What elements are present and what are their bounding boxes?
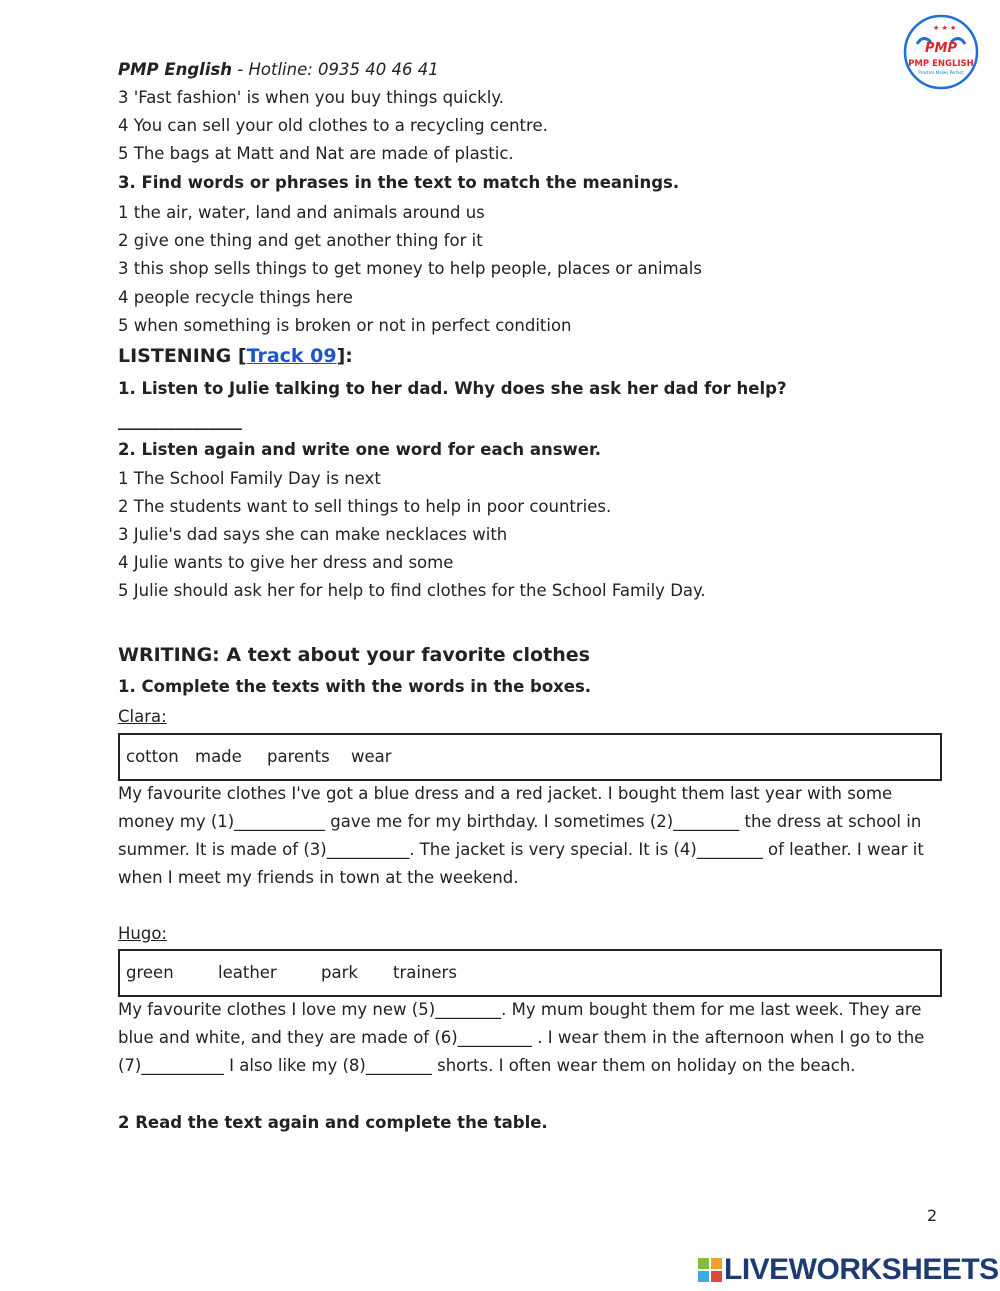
reading-item: 4 You can sell your old clothes to a recycling centre. <box>118 116 548 135</box>
clara-label: Clara: <box>118 707 167 726</box>
brand-name: PMP English <box>118 60 233 79</box>
word-box-item: park <box>321 963 358 982</box>
listening-item: 3 Julie's dad says she can make necklaces with <box>118 525 508 544</box>
clara-text: My favourite clothes I've got a blue dress and a red jacket. I bought them last year with some money my (1)___________ gave me for my birthday. I sometimes (2)________ the dress at school in summer. It is made of (3)__________. The jacket is very special. It is (4)________ of leather. I wear it when I meet my friends in town at the weekend. <box>118 784 924 887</box>
hugo-text: My favourite clothes I love my new (5)________. My mum bought them for me last week. They are blue and white, and they are made of (6)_________ . I wear them in the afternoon when I go to the (7)__________ I also like my (8)________ shorts. I often wear them on holiday on the beach. <box>118 1000 925 1075</box>
word-box-item: wear <box>351 747 392 766</box>
answer-blank[interactable]: _______________ <box>118 411 242 430</box>
logo-tagline: Practice Makes Perfect <box>918 70 964 75</box>
writing-exercise-2: 2 Read the text again and complete the table. <box>118 1113 548 1132</box>
exercise-3-title: 3. Find words or phrases in the text to match the meanings. <box>118 173 680 192</box>
listening-exercise-2: 2. Listen again and write one word for each answer. <box>118 440 602 459</box>
word-box-item: trainers <box>393 963 457 982</box>
word-box-item: green <box>126 963 174 982</box>
liveworksheets-brand: LIVEWORKSHEETS <box>724 1253 999 1286</box>
listening-title-suffix: ]: <box>336 345 353 367</box>
listening-exercise-1: 1. Listen to Julie talking to her dad. Why does she ask her dad for help? <box>118 379 787 398</box>
listening-item: 1 The School Family Day is next <box>118 469 381 488</box>
hotline: - Hotline: 0935 40 46 41 <box>232 60 439 79</box>
word-box-item: parents <box>267 747 330 766</box>
clara-word-box <box>118 733 942 781</box>
exercise-3-item: 3 this shop sells things to get money to help people, places or animals <box>118 259 702 278</box>
exercise-3-item: 5 when something is broken or not in perfect condition <box>118 316 572 335</box>
word-box-item: leather <box>218 963 277 982</box>
svg-text:★ ★ ★: ★ ★ ★ <box>933 24 957 32</box>
exercise-3-item: 2 give one thing and get another thing for it <box>118 231 483 250</box>
pmp-english-logo <box>903 14 979 90</box>
page-number: 2 <box>927 1206 938 1225</box>
listening-item: 4 Julie wants to give her dress and some <box>118 553 454 572</box>
track-09-link[interactable]: Track 09 <box>246 345 337 367</box>
listening-title <box>118 345 353 367</box>
liveworksheets-logo[interactable] <box>698 1253 999 1287</box>
writing-title: WRITING: A text about your favorite clothes <box>118 644 590 666</box>
exercise-3-item: 1 the air, water, land and animals around us <box>118 203 485 222</box>
listening-item: 5 Julie should ask her for help to find clothes for the School Family Day. <box>118 581 706 600</box>
logo-text: PMP ENGLISH <box>908 59 974 69</box>
listening-title-text: LISTENING [ <box>118 345 247 367</box>
word-box-item: made <box>195 747 242 766</box>
logo-mark: PMP <box>925 41 957 56</box>
reading-item: 5 The bags at Matt and Nat are made of plastic. <box>118 144 514 163</box>
listening-item: 2 The students want to sell things to help in poor countries. <box>118 497 612 516</box>
liveworksheets-icon <box>698 1258 722 1282</box>
word-box-item: cotton <box>126 747 179 766</box>
hugo-word-box <box>118 949 942 997</box>
hugo-label: Hugo: <box>118 924 167 943</box>
writing-exercise-1: 1. Complete the texts with the words in the boxes. <box>118 677 592 696</box>
exercise-3-item: 4 people recycle things here <box>118 288 353 307</box>
reading-item: 3 'Fast fashion' is when you buy things quickly. <box>118 88 504 107</box>
header-line <box>118 59 439 81</box>
